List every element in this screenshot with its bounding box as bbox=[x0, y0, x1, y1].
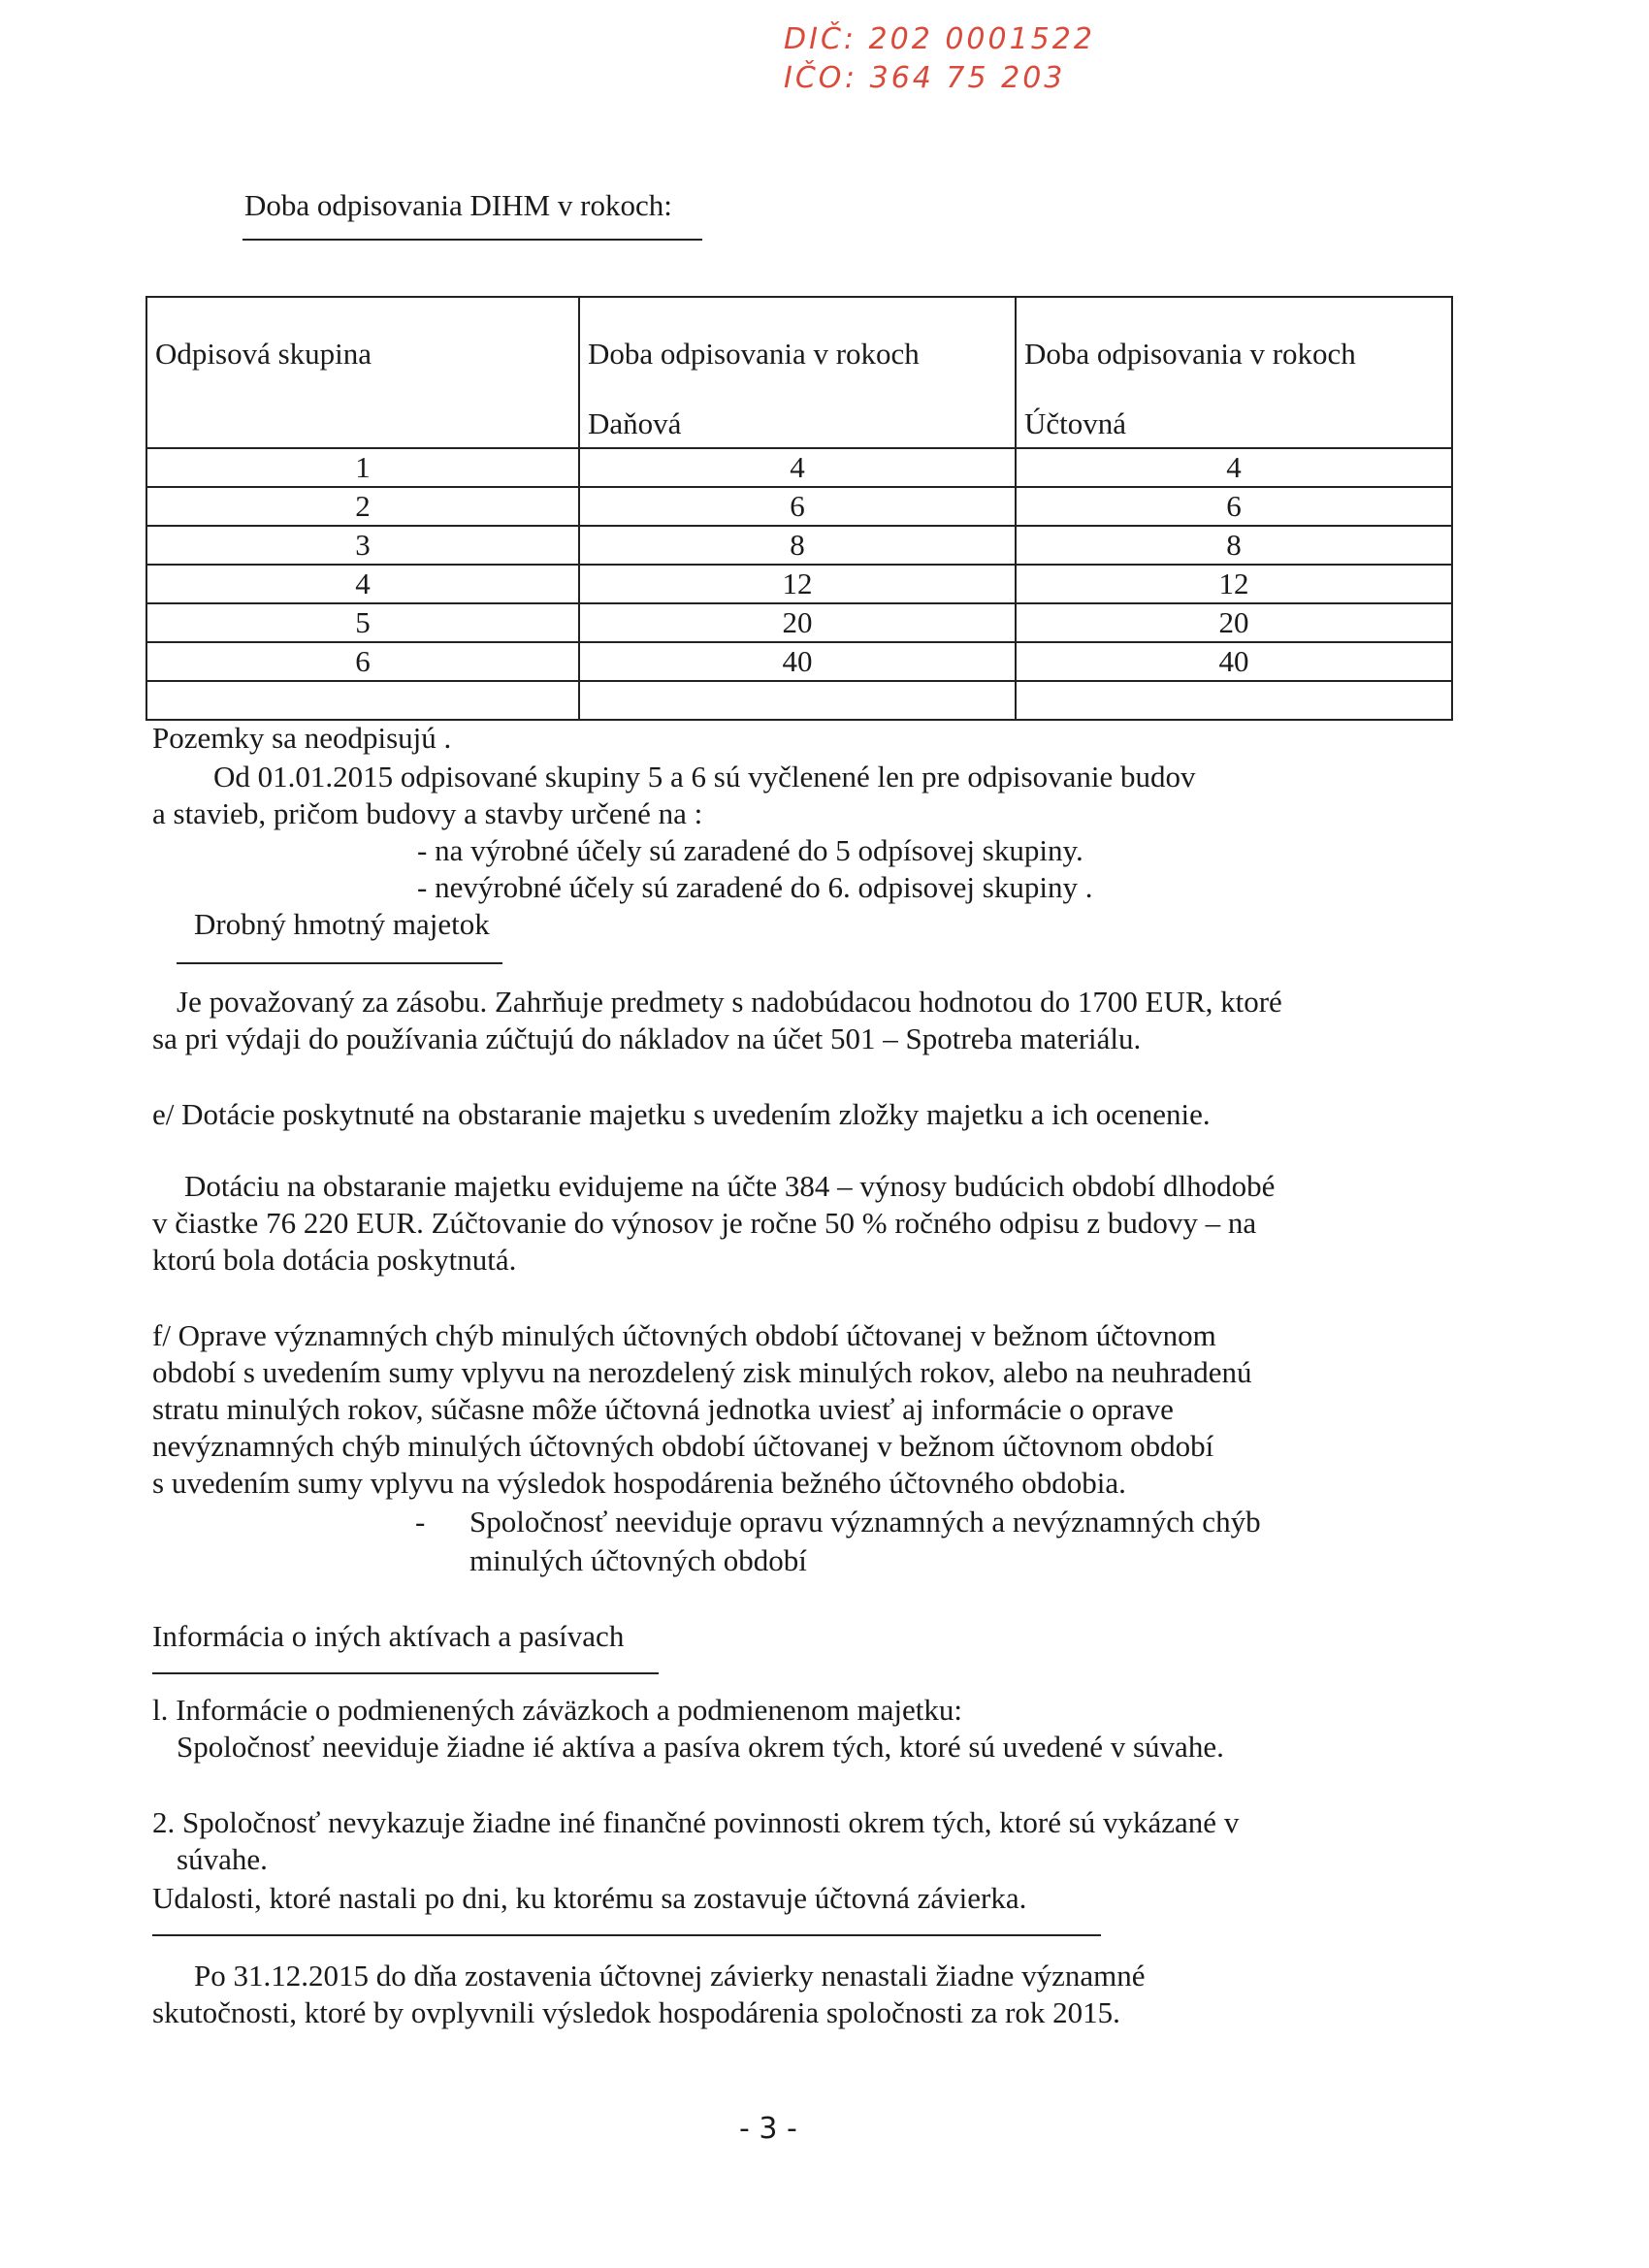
subheading-underline bbox=[152, 1934, 1101, 1936]
table-row bbox=[146, 487, 1452, 526]
table-row-empty bbox=[146, 681, 1452, 720]
list-item-continued: minulých účtovných období bbox=[469, 1543, 807, 1577]
subheading-other-assets: Informácia o iných aktívach a pasívach bbox=[152, 1619, 625, 1653]
subheading-small-assets: Drobný hmotný majetok bbox=[194, 907, 490, 941]
cell-accounting-years: 40 bbox=[1016, 642, 1452, 681]
list-dash: - bbox=[415, 1505, 426, 1539]
paragraph-line: s uvedením sumy vplyvu na výsledok hospodárenia bežného účtovného obdobia. bbox=[152, 1466, 1126, 1500]
header-tax-label: Doba odpisovania v rokoch bbox=[588, 337, 920, 371]
paragraph-line: a stavieb, pričom budovy a stavby určené na : bbox=[152, 796, 703, 830]
table-row bbox=[146, 448, 1452, 487]
header-group bbox=[146, 297, 579, 448]
cell-accounting-years: 12 bbox=[1016, 565, 1452, 603]
cell-tax-years: 4 bbox=[579, 448, 1016, 487]
list-item: - na výrobné účely sú zaradené do 5 odpísovej skupiny. bbox=[417, 833, 1083, 867]
header-accounting bbox=[1016, 297, 1452, 448]
paragraph-line: Po 31.12.2015 do dňa zostavenia účtovnej závierky nenastali žiadne významné bbox=[194, 1959, 1146, 1993]
cell-tax-years: 40 bbox=[579, 642, 1016, 681]
handwritten-ico: IČO: 364 75 203 bbox=[784, 61, 1066, 95]
paragraph-line: ktorú bola dotácia poskytnutá. bbox=[152, 1243, 517, 1277]
cell-tax-years: 8 bbox=[579, 526, 1016, 565]
cell-group: 2 bbox=[146, 487, 579, 526]
cell-tax-years: 12 bbox=[579, 565, 1016, 603]
cell-tax-years bbox=[579, 681, 1016, 720]
cell-accounting-years: 4 bbox=[1016, 448, 1452, 487]
cell-tax-years: 6 bbox=[579, 487, 1016, 526]
list-item: Spoločnosť neeviduje opravu významných a nevýznamných chýb bbox=[469, 1505, 1261, 1539]
paragraph-line: stratu minulých rokov, súčasne môže účtovná jednotka uviesť aj informácie o oprave bbox=[152, 1392, 1174, 1426]
list-item: - nevýrobné účely sú zaradené do 6. odpisovej skupiny . bbox=[417, 870, 1093, 904]
header-tax bbox=[579, 297, 1016, 448]
cell-group: 1 bbox=[146, 448, 579, 487]
cell-accounting-years bbox=[1016, 681, 1452, 720]
paragraph-line: Od 01.01.2015 odpisované skupiny 5 a 6 sú vyčlenené len pre odpisovanie budov bbox=[213, 760, 1196, 794]
page-number: - 3 - bbox=[739, 2112, 797, 2146]
handwritten-dic: DIČ: 202 0001522 bbox=[784, 22, 1095, 56]
paragraph-line: súvahe. bbox=[177, 1842, 268, 1876]
cell-group: 4 bbox=[146, 565, 579, 603]
subheading-events: Udalosti, ktoré nastali po dni, ku ktorému sa zostavuje účtovná závierka. bbox=[152, 1881, 1027, 1915]
table-row bbox=[146, 526, 1452, 565]
subheading-underline bbox=[177, 962, 502, 964]
cell-accounting-years: 8 bbox=[1016, 526, 1452, 565]
section-e-heading: e/ Dotácie poskytnuté na obstaranie majetku s uvedením zložky majetku a ich ocenenie. bbox=[152, 1097, 1211, 1131]
land-note: Pozemky sa neodpisujú . bbox=[152, 721, 452, 755]
depreciation-table bbox=[146, 296, 1453, 721]
cell-accounting-years: 20 bbox=[1016, 603, 1452, 642]
paragraph-line: skutočnosti, ktoré by ovplyvnili výsledok hospodárenia spoločnosti za rok 2015. bbox=[152, 1995, 1120, 2029]
header-tax-sublabel: Daňová bbox=[588, 406, 682, 440]
cell-group: 5 bbox=[146, 603, 579, 642]
table-row bbox=[146, 565, 1452, 603]
paragraph-line: 2. Spoločnosť nevykazuje žiadne iné finančné povinnosti okrem tých, ktoré sú vykázané v bbox=[152, 1805, 1240, 1839]
cell-accounting-years: 6 bbox=[1016, 487, 1452, 526]
paragraph-line: sa pri výdaji do používania zúčtujú do nákladov na účet 501 – Spotreba materiálu. bbox=[152, 1021, 1142, 1055]
subheading-underline bbox=[152, 1672, 659, 1674]
header-group-label: Odpisová skupina bbox=[155, 337, 372, 371]
section-heading: Doba odpisovania DIHM v rokoch: bbox=[244, 188, 672, 222]
paragraph-line: nevýznamných chýb minulých účtovných období účtovanej v bežnom účtovnom období bbox=[152, 1429, 1214, 1463]
section-f-heading: f/ Oprave významných chýb minulých účtovných období účtovanej v bežnom účtovnom bbox=[152, 1318, 1216, 1352]
paragraph-line: Spoločnosť neeviduje žiadne ié aktíva a pasíva okrem tých, ktoré sú uvedené v súvahe. bbox=[177, 1730, 1224, 1764]
header-accounting-label: Doba odpisovania v rokoch bbox=[1024, 337, 1356, 371]
table-row bbox=[146, 642, 1452, 681]
heading-underline bbox=[242, 239, 702, 241]
paragraph-line: období s uvedením sumy vplyvu na nerozdelený zisk minulých rokov, alebo na neuhradenú bbox=[152, 1355, 1252, 1389]
cell-tax-years: 20 bbox=[579, 603, 1016, 642]
cell-group: 6 bbox=[146, 642, 579, 681]
cell-group: 3 bbox=[146, 526, 579, 565]
paragraph-line: v čiastke 76 220 EUR. Zúčtovanie do výnosov je ročne 50 % ročného odpisu z budovy – na bbox=[152, 1206, 1257, 1240]
paragraph-line: Dotáciu na obstaranie majetku evidujeme na účte 384 – výnosy budúcich období dlhodobé bbox=[184, 1169, 1276, 1203]
header-accounting-sublabel: Účtovná bbox=[1024, 406, 1127, 440]
table-row bbox=[146, 603, 1452, 642]
paragraph-line: l. Informácie o podmienených záväzkoch a podmienenom majetku: bbox=[152, 1693, 962, 1727]
table-header-row bbox=[146, 297, 1452, 448]
cell-group bbox=[146, 681, 579, 720]
paragraph-line: Je považovaný za zásobu. Zahrňuje predmety s nadobúdacou hodnotou do 1700 EUR, ktoré bbox=[177, 985, 1282, 1019]
